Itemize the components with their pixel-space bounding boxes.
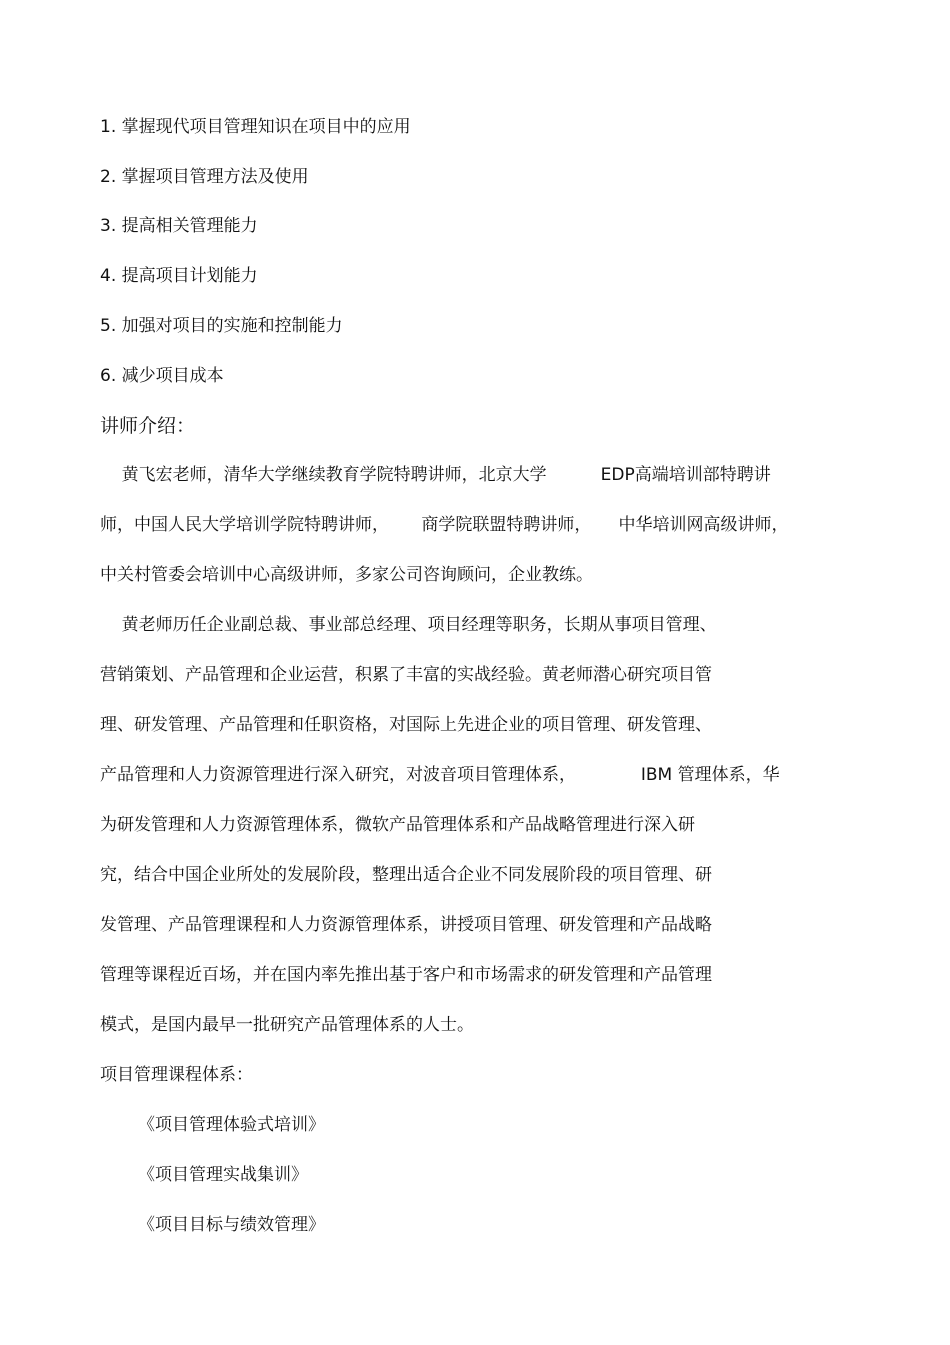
lecturer-paragraph-line: 中关村管委会培训中心高级讲师，多家公司咨询顾问，企业教练。 bbox=[100, 565, 593, 585]
lecturer-paragraph-line: 究，结合中国企业所处的发展阶段，整理出适合企业不同发展阶段的项目管理、研 bbox=[100, 865, 712, 885]
course-system-heading: 项目管理课程体系： bbox=[100, 1065, 253, 1085]
objective-item: 1. 掌握现代项目管理知识在项目中的应用 bbox=[100, 117, 411, 137]
lecturer-paragraph-line: 产品管理和人力资源管理进行深入研究，对波音项目管理体系， IBM 管理体系，华 bbox=[100, 765, 780, 785]
lecturer-paragraph-line: 发管理、产品管理课程和人力资源管理体系，讲授项目管理、研发管理和产品战略 bbox=[100, 915, 712, 935]
lecturer-paragraph-line: 师，中国人民大学培训学院特聘讲师， 商学院联盟特聘讲师， 中华培训网高级讲师， bbox=[100, 515, 789, 535]
lecturer-paragraph-line: 黄老师历任企业副总裁、事业部总经理、项目经理等职务，长期从事项目管理、 bbox=[100, 615, 717, 635]
lecturer-paragraph-line: 营销策划、产品管理和企业运营，积累了丰富的实战经验。黄老师潜心研究项目管 bbox=[100, 665, 712, 685]
lecturer-paragraph-line: 管理等课程近百场，并在国内率先推出基于客户和市场需求的研发管理和产品管理 bbox=[100, 965, 712, 985]
course-item: 《项目管理体验式培训》 bbox=[138, 1115, 325, 1135]
objective-item: 5. 加强对项目的实施和控制能力 bbox=[100, 316, 343, 336]
course-item: 《项目管理实战集训》 bbox=[138, 1165, 308, 1185]
objective-item: 2. 掌握项目管理方法及使用 bbox=[100, 167, 309, 187]
lecturer-heading: 讲师介绍： bbox=[100, 415, 196, 437]
lecturer-paragraph-line: 模式，是国内最早一批研究产品管理体系的人士。 bbox=[100, 1015, 474, 1035]
objective-item: 3. 提高相关管理能力 bbox=[100, 216, 258, 236]
course-item: 《项目目标与绩效管理》 bbox=[138, 1215, 325, 1235]
objective-item: 4. 提高项目计划能力 bbox=[100, 266, 258, 286]
lecturer-paragraph-line: 为研发管理和人力资源管理体系，微软产品管理体系和产品战略管理进行深入研 bbox=[100, 815, 695, 835]
lecturer-paragraph-line: 理、研发管理、产品管理和任职资格，对国际上先进企业的项目管理、研发管理、 bbox=[100, 715, 712, 735]
objective-item: 6. 减少项目成本 bbox=[100, 366, 224, 386]
lecturer-paragraph-line: 黄飞宏老师，清华大学继续教育学院特聘讲师，北京大学 EDP高端培训部特聘讲 bbox=[100, 465, 771, 485]
